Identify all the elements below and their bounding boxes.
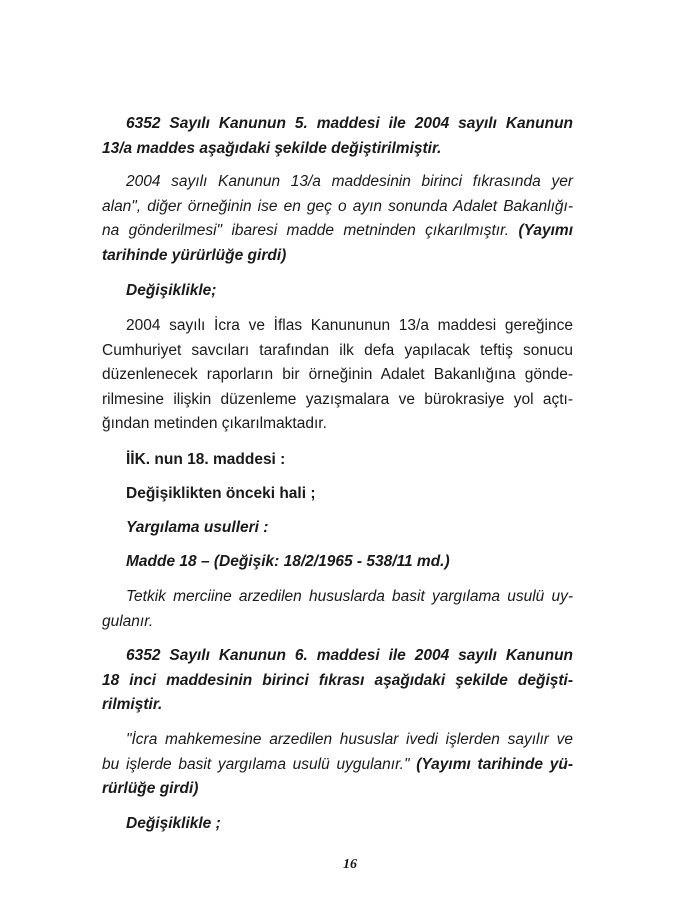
text-line bbox=[102, 219, 573, 244]
text-segment: Tetkik merciine arzedilen hususlarda basit yargılama usulü uy- bbox=[126, 588, 573, 605]
text-segment: "İcra mahkemesine arzedilen hususlar ivedi işlerden sayılır ve bbox=[126, 731, 573, 748]
paragraph bbox=[102, 314, 573, 437]
text-line bbox=[102, 363, 573, 388]
text-segment: (Yayımı tarihinde yü- bbox=[416, 755, 573, 773]
text-segment: Değişiklikle; bbox=[126, 282, 217, 299]
text-line bbox=[102, 482, 573, 507]
paragraph bbox=[102, 112, 573, 161]
text-line bbox=[102, 137, 573, 162]
text-segment: Değişiklikten önceki hali ; bbox=[126, 485, 316, 502]
text-segment: 2004 sayılı İcra ve İflas Kanununun 13/a maddesi gereğince bbox=[126, 317, 573, 334]
text-segment: rürlüğe girdi) bbox=[102, 780, 199, 797]
text-line bbox=[102, 339, 573, 364]
text-line bbox=[102, 585, 573, 610]
paragraph bbox=[102, 482, 573, 507]
paragraph bbox=[102, 279, 573, 304]
text-segment: Değişiklikle ; bbox=[126, 815, 221, 832]
text-segment: bu işlerde basit yargılama usulü uygulanır." bbox=[102, 755, 417, 773]
text-segment: 18 inci maddesinin birinci fıkrası aşağıdaki şekilde değişti- bbox=[102, 671, 573, 689]
text-line bbox=[102, 644, 573, 669]
text-segment: 13/a maddes aşağıdaki şekilde değiştirilmiştir. bbox=[102, 139, 442, 157]
text-line bbox=[102, 314, 573, 339]
text-line bbox=[102, 448, 573, 473]
text-line bbox=[102, 812, 573, 837]
text-segment: 6352 Sayılı Kanunun 6. maddesi ile 2004 sayılı Kanunun bbox=[126, 647, 573, 664]
text-line bbox=[102, 112, 573, 137]
text-line bbox=[102, 170, 573, 195]
text-segment: alan", diğer örneğinin ise en geç o ayın sonunda Adalet Bakanlığı- bbox=[102, 197, 573, 215]
text-segment: (Yayımı bbox=[518, 222, 573, 239]
text-segment: gulanır. bbox=[102, 612, 154, 630]
text-line bbox=[102, 728, 573, 753]
paragraph bbox=[102, 448, 573, 473]
text-segment: ğından metinden çıkarılmaktadır. bbox=[102, 415, 327, 432]
text-line bbox=[102, 693, 573, 718]
text-segment: Madde 18 – (Değişik: 18/2/1965 - 538/11 md.) bbox=[126, 553, 450, 570]
text-segment: na gönderilmesi" ibaresi madde metninden çıkarılmıştır. bbox=[102, 222, 519, 239]
text-line bbox=[102, 388, 573, 413]
paragraph bbox=[102, 170, 573, 268]
text-line bbox=[102, 550, 573, 575]
text-line bbox=[102, 244, 573, 269]
text-line bbox=[102, 279, 573, 304]
text-line bbox=[102, 753, 573, 778]
paragraph bbox=[102, 516, 573, 541]
text-segment: tarihinde yürürlüğe girdi) bbox=[102, 246, 287, 264]
text-line bbox=[102, 195, 573, 220]
text-segment: İİK. nun 18. maddesi : bbox=[126, 451, 286, 468]
text-line bbox=[102, 669, 573, 694]
text-segment: 6352 Sayılı Kanunun 5. maddesi ile 2004 sayılı Kanunun bbox=[126, 115, 573, 132]
paragraph bbox=[102, 550, 573, 575]
page-number: 16 bbox=[343, 857, 357, 872]
paragraph bbox=[102, 644, 573, 718]
text-line bbox=[102, 777, 573, 802]
text-segment: 2004 sayılı Kanunun 13/a maddesinin birinci fıkrasında yer bbox=[126, 173, 573, 190]
paragraph bbox=[102, 812, 573, 837]
text-line bbox=[102, 610, 573, 635]
text-line bbox=[102, 516, 573, 541]
text-segment: Cumhuriyet savcıları tarafından ilk defa yapılacak teftiş sonucu bbox=[102, 341, 573, 359]
text-line bbox=[102, 412, 573, 437]
paragraph bbox=[102, 728, 573, 802]
text-segment: Yargılama usulleri : bbox=[126, 519, 269, 536]
text-segment: düzenlenecek raporların bir örneğinin Adalet Bakanlığına gönde- bbox=[102, 366, 573, 383]
text-segment: rilmesine ilişkin düzenleme yazışmalara ve bürokrasiye yol açtı- bbox=[102, 390, 573, 408]
text-segment: rilmiştir. bbox=[102, 696, 163, 713]
paragraph bbox=[102, 585, 573, 634]
